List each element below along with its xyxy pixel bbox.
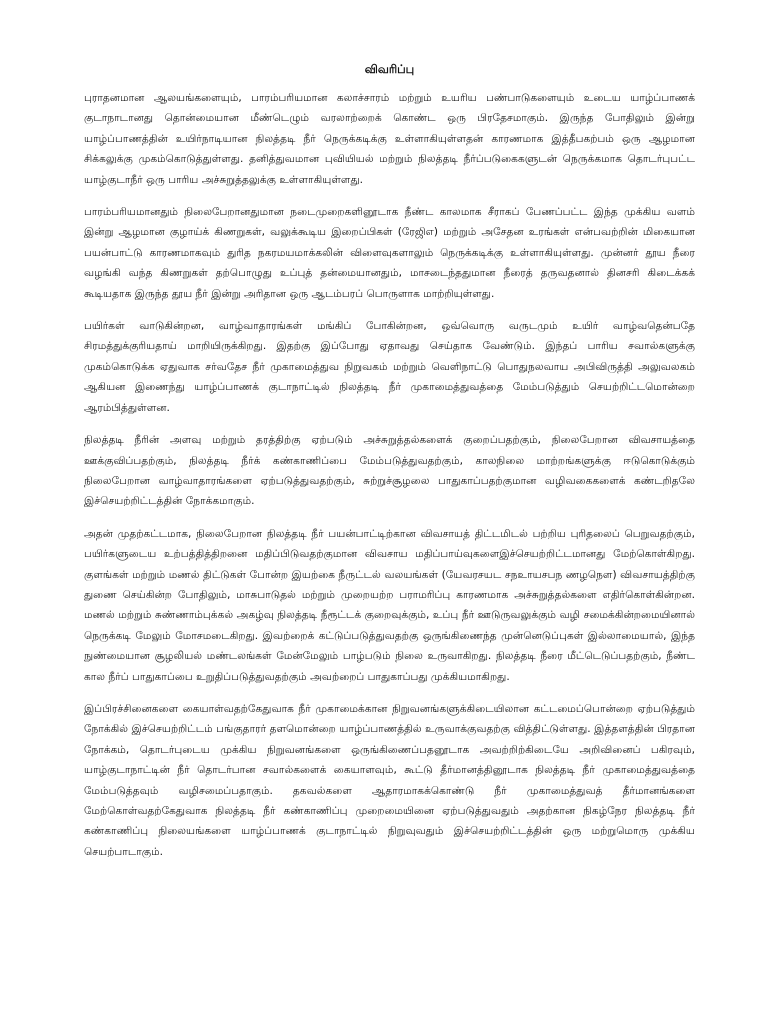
paragraph-1: புராதனமான ஆலயங்களையும், பாரம்பரியமான கலாச்சாரம் மற்றும் உயரிய பண்பாடுகளையும் உடைய யாழ்ப்பாணக் குடாநாடானது தொன்மையான மீண்டெழும் வரலாற்றைக் கொண்ட ஒரு பிரதேசமாகும். இருந்த போதிலும் இன்று யாழ்ப்பாணத்தின் உயிர்நாடியான நிலத்தடி நீர் நெருக்கடிக்கு உள்ளாகியுள்ளதன் காரணமாக இத்தீபகற்பம் ஒரு ஆழமான சிக்கலுக்கு முகம்கொடுத்துள்ளது. தனித்துவமான புவியியல் மற்றும் நிலத்தடி நீர்ப்படுகைகளுடன் நெருக்கமாக தொடர்புபட்ட யாழ்குடாநீர் ஒரு பாரிய அச்சுறுத்தலுக்கு உள்ளாகியுள்ளது. — [84, 92, 695, 186]
paragraph-3: பயிர்கள் வாடுகின்றன, வாழ்வாதாரங்கள் மங்கிப் போகின்றன, ஒவ்வொரு வருடமும் உயிர் வாழ்வதென்பதே சிரமத்துக்குரியதாய் மாறியிருக்கிறது. இதற்கு இப்போது ஏதாவது செய்தாக வேண்டும். இந்தப் பாரிய சவால்களுக்கு முகம்கொடுக்க ஏதுவாக சர்வதேச நீர் முகாமைத்துவ நிறுவகம் மற்றும் வெளிநாட்டு பொதுநலவாய அபிவிருத்தி அலுவலகம் ஆகியன இணைந்து யாழ்ப்பாணக் குடாநாட்டில் நிலத்தடி நீர் முகாமைத்துவத்தை மேம்படுத்தும் செயற்றிட்டமொன்றை ஆரம்பித்துள்ளன. — [84, 320, 695, 414]
paragraph-4: நிலத்தடி நீரின் அளவு மற்றும் தரத்திற்கு ஏற்படும் அச்சுறுத்தல்களைக் குறைப்பதற்கும், நிலைபேறான விவசாயத்தை ஊக்குவிப்பதற்கும், நிலத்தடி நீர்க் கண்காணிப்பை மேம்படுத்துவதற்கும், காலநிலை மாற்றங்களுக்கு ஈடுகொடுக்கும் நிலைபேறான வாழ்வாதாரங்களை ஏற்படுத்துவதற்கும், சுற்றுச்சூழலை பாதுகாப்பதற்குமான வழிவகைகளைக் கண்டறிதலே இச்செயற்றிட்டத்தின் நோக்கமாகும். — [84, 434, 695, 508]
paragraph-6: இப்பிரச்சினைகளை கையாள்வதற்கேதுவாக நீர் முகாமைக்கான நிறுவனங்களுக்கிடையிலான கட்டமைப்பொன்றை ஏற்படுத்தும் நோக்கில் இச்செயற்றிட்டம் பங்குதாரர் தளமொன்றை யாழ்ப்பாணத்தில் உருவாக்குவதற்கு வித்திட்டுள்ளது. இத்தளத்தின் பிரதான நோக்கம், தொடர்புடைய முக்கிய நிறுவனங்களை ஒருங்கிணைப்பதனூடாக அவற்றிற்கிடையே அறிவினைப் பகிரவும், யாழ்குடாநாட்டின் நீர் தொடர்பான சவால்களைக் கையாளவும், கூட்டு தீர்மானத்தினூடாக நிலத்தடி நீர் முகாமைத்துவத்தை மேம்படுத்தவும் வழிசமைப்பதாகும். தகவல்களை ஆதாரமாகக்கொண்டு நீர் முகாமைத்துவத் தீர்மானங்களை மேற்கொள்வதற்கேதுவாக நிலத்தடி நீர் கண்காணிப்பு முறைமையினை ஏற்படுத்துவதும் அதற்கான நிகழ்நேர நிலத்தடி நீர் கண்காணிப்பு நிலையங்களை யாழ்ப்பாணக் குடாநாட்டில் நிறுவுவதும் இச்செயற்றிட்டத்தின் ஒரு மற்றுமொரு முக்கிய செயற்பாடாகும். — [84, 702, 695, 858]
paragraph-5: அதன் முதற்கட்டமாக, நிலைபேறான நிலத்தடி நீர் பயன்பாட்டிற்கான விவசாயத் திட்டமிடல் பற்றிய புரிதலைப் பெறுவதற்கும், பயிர்களுடைய உற்பத்தித்திறனை மதிப்பிடுவதற்குமான விவசாய மதிப்பாய்வுகளைஇச்செயற்றிட்டமானது மேற்கொள்கிறது. குளங்கள் மற்றும் மணல் திட்டுகள் போன்ற இயற்கை நீருட்டல் வலயங்கள் (யேவரசயட சநஉாயசபந ணழநௌ) விவசாயத்திற்கு துணை செய்கின்ற போதிலும், மாசுபாடுதல் மற்றும் முறையற்ற பராமரிப்பு காரணமாக அச்சுறுத்தல்களை எதிர்கொள்கின்றன. மணல் மற்றும் சுண்ணாம்புக்கல் அகழ்வு நிலத்தடி நீரூட்டக் குறைவுக்கும், உப்பு நீர் ஊடுருவலுக்கும் வழி சமைக்கின்றமையினால் நெருக்கடி மேலும் மோசமடைகிறது. இவற்றைக் கட்டுப்படுத்துவதற்கு ஒருங்கிணைந்த முன்னெடுப்புகள் இல்லாமையால், இந்த நுண்மையான சூழலியல் மண்டலங்கள் மேன்மேலும் பாழ்படும் நிலை உருவாகிறது. நிலத்தடி நீரை மீட்டெடுப்பதற்கும், நீண்ட கால நீர்ப் பாதுகாப்பை உறுதிப்படுத்துவதற்கும் அவற்றைப் பாதுகாப்பது முக்கியமாகிறது. — [84, 527, 695, 683]
paragraph-2: பாரம்பரியமானதும் நிலைபேறானதுமான நடைமுறைகளினூடாக நீண்ட காலமாக சீராகப் பேணப்பட்ட இந்த முக்கிய வளம் இன்று ஆழமான குழாய்க் கிணறுகள், வலுக்கூடிய இறைப்பிகள் (ரேஜிஎ) மற்றும் அசேதன உரங்கள் என்பவற்றின் மிகையான பயன்பாட்டு காரணமாகவும் துரித நகரமயமாக்கலின் விளைவுகளாலும் நெருக்கடிக்கு உள்ளாகியுள்ளது. முன்னர் தூய நீரை வழங்கி வந்த கிணறுகள் தற்பொழுது உப்புத் தன்மையானதும், மாசடைந்ததுமான நீரைத் தருவதனால் தினசரி கிடைக்கக் கூடியதாக இருந்த தூய நீர் இன்று அரிதான ஒரு ஆடம்பரப் பொருளாக மாற்றியுள்ளது. — [84, 206, 695, 300]
document-title: விவரிப்பு — [364, 62, 415, 76]
